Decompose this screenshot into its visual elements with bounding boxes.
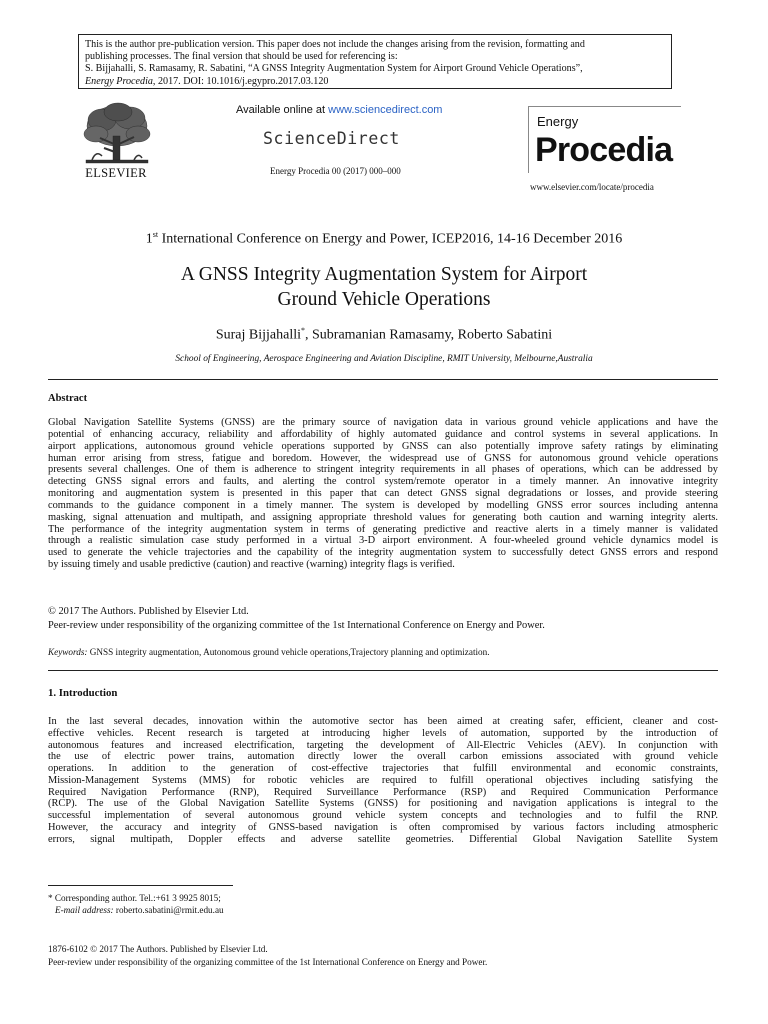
journal-brand-energy: Energy	[537, 114, 579, 129]
abstract-line: Global Navigation Satellite Systems (GNSS) are the primary source of navigation data in various ground vehicle applications and have the	[48, 417, 718, 428]
email-address[interactable]: roberto.sabatini@rmit.edu.au	[113, 905, 224, 915]
author-names: , Subramanian Ramasamy, Roberto Sabatini	[305, 327, 553, 343]
abstract-line: human error arising from stress, fatigue and boredom. However, the widespread use of GNSS for autonomous ground vehicle operations	[48, 452, 718, 464]
abstract-heading: Abstract	[48, 393, 88, 404]
paper-title	[0, 262, 768, 312]
introduction-heading: 1. Introduction	[48, 687, 118, 699]
corresponding-author-note: * Corresponding author. Tel.:+61 3 9925 8015;	[48, 893, 221, 903]
abstract-line: airport applications, autonomous ground vehicle operations supported by GNSS can also potentially improve safety ratings by eliminating	[48, 440, 718, 452]
author-name: Suraj Bijjahalli	[215, 327, 301, 343]
abstract-line: monitoring and augmentation system is presented in this paper that can detect GNSS signal degradations or losses, and provide steering	[48, 488, 718, 500]
abstract-line: used to generate the vehicle trajectories and the capability of the integrity augmentation system to successfully detect GNSS errors and respond	[48, 547, 718, 559]
abstract-line: commands to the guidance component in a timely manner. The system is developed by modelling GNSS error sources including antenna	[48, 499, 718, 511]
introduction-line: errors, signal multipath, Doppler effects and adverse satellite geometries. Differential Global Navigation Satellite System	[48, 833, 718, 845]
abstract-line: masking, signal attenuation and multipath, and assigning appropriate threshold values for generating both caution and warning integrity alerts.	[48, 511, 718, 523]
abstract-line: detecting GNSS signal errors and faults, and alerting the control system/remote operator in a timely manner. An innovative integrity	[48, 476, 718, 488]
abstract-line: presents several challenges. One of them is adherence to stringent integrity requirements in all phases of operations, which can be addressed by	[48, 464, 718, 476]
keywords-label: Keywords:	[48, 647, 88, 657]
prepublication-notice	[78, 34, 672, 89]
sciencedirect-wordmark: ScienceDirect	[263, 129, 400, 148]
conference-ordinal: st	[152, 230, 159, 239]
elsevier-wordmark: ELSEVIER	[85, 166, 147, 180]
conference-number: 1	[145, 231, 153, 247]
conference-line	[0, 230, 768, 248]
journal-url[interactable]: www.elsevier.com/locate/procedia	[530, 182, 654, 192]
available-online	[236, 104, 442, 116]
introduction-line: operations. In addition to the generation of cost-effective trajectories that fulfill environmental and economic constraints,	[48, 763, 718, 774]
introduction-line: (RCP). The use of the Global Navigation Satellite Systems (GNSS) for positioning and navigation applications is integral to the	[48, 798, 718, 810]
journal-citation-line: Energy Procedia 00 (2017) 000–000	[270, 166, 401, 176]
introduction-line: Required Navigation Performance (RNP), Required Surveillance Performance (RSP) and Required Communication Performance	[48, 786, 718, 798]
conference-name: International Conference on Energy and Power, ICEP2016, 14-16 December 2016	[158, 231, 623, 247]
introduction-body	[48, 716, 718, 845]
section-divider	[48, 670, 718, 671]
available-prefix: Available online at	[236, 104, 329, 116]
email-note	[55, 905, 224, 915]
notice-line: publishing processes. The final version that should be used for referencing is:	[85, 51, 398, 63]
abstract-line: potential of enhancing accuracy, reliability and affordability of highly automated guidance and control systems in several applications. In	[48, 428, 718, 440]
abstract-line: The performance of the integrity augmentation system in terms of generating predictive and reactive alerts in a timely manner is validated	[48, 523, 718, 535]
keywords	[48, 647, 490, 657]
paper-title-line: Ground Vehicle Operations	[277, 289, 491, 310]
introduction-line: In the last several decades, innovation within the automotive sector has been aimed at creating safer, efficient, cleaner and cost-	[48, 716, 718, 727]
peer-review-notice: Peer-review under responsibility of the organizing committee of the 1st International Conference on Energy and Power.	[48, 620, 545, 631]
journal-brand-procedia: Procedia	[535, 131, 673, 169]
introduction-line: the use of electric power trains, automation directly lower the overall carbon emissions associated with ground vehicle	[48, 751, 718, 763]
abstract-line: through a realistic simulation case study performed in a virtual 3-D airport environment. A four-wheeled ground vehicle dynamics model is	[48, 535, 718, 547]
introduction-line: successful implementation of several autonomous ground vehicle system concepts and technologies and to fulfil the RNP.	[48, 810, 718, 821]
notice-reference: S. Bijjahalli, S. Ramasamy, R. Sabatini, “A GNSS Integrity Augmentation System for Airport Ground Vehicle Operations”,	[85, 63, 583, 75]
sciencedirect-link[interactable]: www.sciencedirect.com	[328, 104, 443, 116]
abstract-body	[48, 417, 718, 571]
corresponding-marker: *	[301, 326, 305, 335]
issn-line: 1876-6102 © 2017 The Authors. Published by Elsevier Ltd.	[48, 944, 268, 954]
notice-reference-doi	[85, 76, 665, 88]
footnote-divider	[48, 885, 233, 886]
email-label: E-mail address:	[55, 905, 114, 915]
notice-doi: , 2017. DOI: 10.1016/j.egypro.2017.03.120	[152, 75, 329, 87]
footer-peer-review: Peer-review under responsibility of the organizing committee of the 1st International Conference on Energy and Power.	[48, 957, 488, 967]
introduction-line: However, the accuracy and integrity of GNSS-based navigation is often compromised by various factors including atmospheric	[48, 821, 718, 833]
notice-line: This is the author pre-publication version. This paper does not include the changes arising from the revision, formatting and	[85, 39, 585, 50]
author-list	[0, 326, 768, 344]
abstract-line: by issuing timely and usable predictive (caution) and reactive (warning) integrity flags is verified.	[48, 559, 455, 571]
paper-title-line: A GNSS Integrity Augmentation System for Airport	[180, 264, 588, 285]
introduction-line: Mission-Management Systems (MMS) for robotic vehicles are required to fulfill operational objectives including satisfying the	[48, 774, 718, 786]
introduction-line: autonomous features and increased electrification, targeting the development of All-Electric Vehicles (AEV). In conjunction with	[48, 739, 718, 751]
keywords-list: GNSS integrity augmentation, Autonomous ground vehicle operations,Trajectory planning and optimization.	[87, 647, 490, 657]
section-divider	[48, 379, 718, 380]
affiliation: School of Engineering, Aerospace Engineering and Aviation Discipline, RMIT University, Melbourne,Australia	[175, 354, 593, 364]
notice-journal: Energy Procedia	[85, 75, 153, 87]
introduction-line: effective vehicles. Recent research is targeted at introducing higher levels of automation, supported by the introduction of	[48, 727, 718, 739]
copyright-notice: © 2017 The Authors. Published by Elsevier Ltd.	[48, 606, 249, 617]
